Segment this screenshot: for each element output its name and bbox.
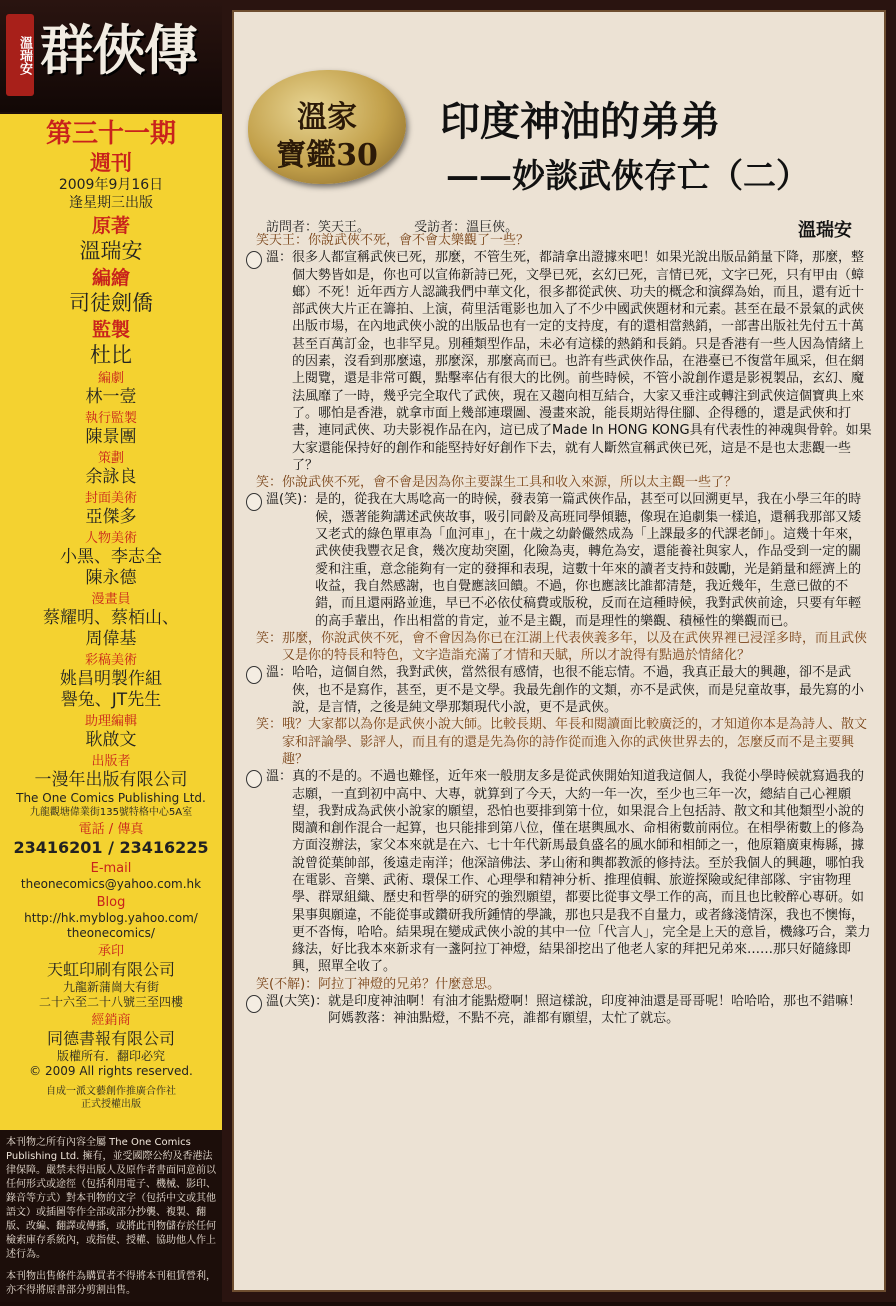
email-label: E-mail <box>90 861 132 876</box>
credit-name: 小黑、李志全 <box>60 547 162 567</box>
speaker-face-icon <box>246 995 262 1013</box>
publisher-english: The One Comics Publishing Ltd. <box>16 791 206 805</box>
interviewer: 訪問者：笑天王。 <box>266 220 371 235</box>
issue-number: 第三十一期 <box>45 119 176 149</box>
distributor-label: 經銷商 <box>91 1013 131 1028</box>
sale-condition-notice: 本刊物出售條件為購買者不得將本刊租賃營利，亦不得將原書部分剪割出售。 <box>6 1271 216 1296</box>
publish-schedule: 逢星期三出版 <box>69 195 153 211</box>
legal-notice <box>6 1136 216 1306</box>
credit-name: 杜比 <box>90 343 132 367</box>
publisher-name: 一漫年出版有限公司 <box>34 770 188 790</box>
article-subtitle: ——妙談武俠存亡（二） <box>446 156 809 195</box>
blog-url-line1[interactable]: http://hk.myblog.yahoo.com/ <box>24 911 198 925</box>
blog-label: Blog <box>96 895 126 910</box>
credit-role: 原著 <box>91 215 130 237</box>
credit-name: 蔡耀明、蔡栢山、 <box>43 608 179 628</box>
badge-line-1: 溫家 <box>297 100 357 135</box>
printer-label: 承印 <box>97 944 124 959</box>
sidebar <box>0 0 222 1302</box>
credit-role: 編繪 <box>91 267 130 289</box>
dialogue-text: 你說武俠不死，會不會是因為你主要謀生工具和收入來源，所以太主觀一些了？ <box>282 475 738 491</box>
phone-label: 電話 / 傳真 <box>78 822 144 837</box>
logo-author-seal: 溫瑞安 <box>6 14 34 96</box>
answer-entry <box>246 768 874 976</box>
speaker-label: 笑： <box>256 630 283 646</box>
credit-role: 人物美術 <box>84 531 137 546</box>
credit-name: 姚昌明製作組 <box>60 669 162 689</box>
question-entry <box>246 976 874 993</box>
credit-name: 司徒劍僑 <box>69 291 153 315</box>
credit-name: 譽兔、JT先生 <box>60 690 162 710</box>
masthead-info <box>0 114 222 1130</box>
publisher-label: 出版者 <box>91 754 131 769</box>
answer-entry <box>246 993 874 1028</box>
speaker-label: 溫(笑)： <box>266 492 316 508</box>
dialogue-text: 哈哈，這個自然，我對武俠，當然很有感情，也很不能忘情。不過，我真正最大的興趣，卻不是武俠，也不是寫作，甚至，更不是文學。我最先創作的文類，亦不是武俠，而是兒童故事，最先寫的小說，是言情，之後是純文學那類現代小說，更不是武俠。 <box>292 665 865 716</box>
question-entry <box>246 630 874 665</box>
credit-name: 陳景團 <box>85 427 137 447</box>
speaker-label: 笑： <box>256 475 283 491</box>
email-address[interactable]: theonecomics@yahoo.com.hk <box>20 877 202 891</box>
printer-address-2: 二十六至二十八號三至四樓 <box>38 995 183 1009</box>
credit-name: 亞傑多 <box>85 507 137 527</box>
speaker-label: 溫： <box>266 250 293 266</box>
speaker-label: 笑(不解)： <box>256 976 319 992</box>
credit-name: 陳永德 <box>85 568 137 588</box>
article-title: 印度神油的弟弟 <box>440 98 720 145</box>
dialogue-text: 你說武俠不死，會不會太樂觀了一些？ <box>308 233 530 248</box>
rights-reserved: 版權所有．翻印必究 <box>56 1049 165 1063</box>
credit-role: 編劇 <box>97 371 124 386</box>
authorization-line2: 正式授權出版 <box>81 1099 141 1110</box>
dialogue-text: 阿拉丁神燈的兄弟？什麼意思。 <box>318 976 501 992</box>
magazine-logo <box>0 0 222 112</box>
answer-entry <box>246 249 874 474</box>
printer-name: 天虹印刷有限公司 <box>46 960 175 979</box>
article-paper <box>232 10 886 1292</box>
question-entry <box>246 716 874 768</box>
credits-list <box>0 214 222 751</box>
credit-role: 封面美術 <box>84 491 137 506</box>
article-author: 溫瑞安 <box>798 220 852 241</box>
dialogue-text: 那麼，你說武俠不死，會不會因為你已在江湖上代表俠義多年，以及在武俠界裡已浸淫多時，而且武俠又是你的特長和特色，文字造詣充滿了才情和天賦，所以才說得有點過於情緒化？ <box>282 630 868 664</box>
dialogue-text: 真的不是的。不過也難怪，近年來一般朋友多是從武俠開始知道我這個人，我從小學時候就寫過我的志願，一直到初中高中、大專，就算到了今天，大約一年一次，至少也三年一次，總結自己心裡願望，我對成為武俠小說家的願望，恐怕也要排到第十位，如果混合上包括詩、散文和其他類型小說的閱讀和創作混合一起算，也只能排到第八位，僅在堪輿風水、命相術數前兩位。在相學術數上的修為方面沒辦法，家父本來就是在六、七十年代新馬最負盛名的風水師和相師之一，他原籍廣東梅縣，據說曾從葉帥部，後遠走南洋；他深諳佛法、茅山術和輿都教派的修持法。至於我個人的興趣，哪怕我在電影、音樂、武術、環保工作、心理學和精神分析、推理偵輯、旅遊探險或紀律部隊、宇宙物理學、群眾組織、歷史和哲學的研究的強烈願望，都要比從事文學工作的高，而且也比較醉心專研。如果事與願違，不能從事或鑽研我所鍾情的學識，那也只是我不自量力，或者緣淺情深，我也不懊悔，更不沓悔，哈哈。結果現在變成武俠小說的其中一位「代言人」，完全是上天的意旨，機緣巧合，業力緣法，好比我本來新求有一盞阿拉丁神燈，結果卻挖出了他老人家的拜把兄弟來……那只好隨緣即興，照單全收了。 <box>292 769 871 975</box>
speaker-label: 溫： <box>266 665 293 681</box>
answer-entry <box>246 491 874 629</box>
question-entry <box>246 474 874 491</box>
question-entry <box>246 232 874 249</box>
badge-line-2: 寶鑑30 <box>276 138 378 173</box>
distributor-name: 同德書報有限公司 <box>46 1029 175 1048</box>
copyright: © 2009 All rights reserved. <box>29 1064 193 1078</box>
answer-entry <box>246 664 874 716</box>
column-badge <box>248 70 406 184</box>
issue-date: 2009年9月16日 <box>58 177 164 193</box>
interview-dialogue <box>246 232 874 1028</box>
credit-name: 林一壹 <box>85 387 137 407</box>
credit-name: 耿啟文 <box>85 730 137 750</box>
credit-role: 監製 <box>91 319 130 341</box>
credit-role: 助理編輯 <box>84 714 137 729</box>
speaker-label: 笑天王： <box>256 233 309 248</box>
logo-title: 群俠傳 <box>40 18 196 82</box>
credit-role: 彩稿美術 <box>84 653 137 668</box>
blog-url-line2[interactable]: theonecomics/ <box>67 926 155 940</box>
credit-role: 漫畫員 <box>91 592 131 607</box>
credit-role: 執行監製 <box>84 411 137 426</box>
speaker-label: 笑： <box>256 717 283 733</box>
speaker-label: 溫(大笑)： <box>266 994 329 1010</box>
publisher-address: 九龍觀塘偉業街135號特格中心5A室 <box>29 807 193 818</box>
phone-number: 23416201 / 23416225 <box>13 838 209 857</box>
credit-role: 策劃 <box>97 451 124 466</box>
weekly-label: 週刊 <box>90 151 132 175</box>
printer-address-1: 九龍新蒲崗大有街 <box>62 980 159 994</box>
dialogue-text: 哦？大家都以為你是武俠小說大師。比較長期、年長和閱讀面比較廣泛的，才知道你本是為詩人、散文家和評論學、影評人，而且有的還是先為你的詩作從而進入你的武俠世界去的，怎麼反而不是主要興趣？ <box>282 717 868 767</box>
dialogue-text: 很多人都宣稱武俠已死，那麼，不管生死，都請拿出證據來吧！如果光說出版品銷量下降，那麼，整個大勢皆如是，你也可以宣佈新詩已死，文學已死，玄幻已死，言情已死，文字已死，只有甲由（蟑螂）不死！近年西方人認識我們中華文化，很多都從武俠、功夫的概念和演繹為始，而且，還有近十部武俠大片正在籌拍、上演，荷里活電影也加入了不少中國武俠題材和元素。甚至在最不景氣的武俠出版市場，在內地武俠小說的出版品也有一定的支持度，有的還相當熱銷，一部書出版社先付五十萬甚至百萬訂金，也非罕見。別種類型作品，未必有這樣的熱銷和長銷。只是香港有一些人因為情緒上的因素，沒看到那麼遠，那麼深，那麼高而已。也許有些武俠作品，在港臺已不復當年風采，但在網上閱覽，還是非常可觀，點擊率佔有很大的比例。前些時候，不管小說創作還是影視製品，玄幻、魔法風靡了一時，幾乎完全取代了武俠，現在又趨向相互結合，大家又垂注或轉注到武俠這個寶典上來了。哪怕是香港，就拿市面上幾部連環圖、漫畫來說，能長期站得住腳、企得穩的，還是武俠和打書，連同武俠、功夫影視作品在內，這已成了Made In HONG KONG具有代表性的神魂與骨幹。如果大家還能保持好的創作和能堅持好好創作下去，就有人斷然宣稱武俠已死，這是不是也太悲觀一些了？ <box>292 250 872 473</box>
authorization-line1: 自成一派文藝創作推廣合作社 <box>46 1086 176 1097</box>
credit-name: 余詠良 <box>85 467 137 487</box>
speaker-label: 溫： <box>266 769 293 785</box>
credit-name: 溫瑞安 <box>79 239 143 263</box>
interviewee: 受訪者：溫巨俠。 <box>414 220 519 235</box>
copyright-notice: 本刊物之所有內容全屬 The One Comics Publishing Ltd. 擁有，並受國際公約及香港法律保障。嚴禁未得出版人及原作者書面同意前以任何形式或途徑（包括利用電子、機械、影印、錄音等方式）對本刊物的文字（包括中文或其他語文）或插圖等作全部或部分抄襲、複製、翻版、改編、翻譯或傳播，或將此刊物儲存於任何檢索庫存系統內，或指使、授權、協助他人作上述行為。 <box>6 1137 216 1260</box>
credit-name: 周偉基 <box>85 629 137 649</box>
dialogue-text: 是的，從我在大馬唸高一的時候，發表第一篇武俠作品，甚至可以回溯更早，我在小學三年的時候，憑著能夠講述武俠故事，吸引同齡及高班同學傾聽，像現在追劇集一樣追，還稱我那部又矮又老式的綠色單車為「血河車」，在十歲之幼齡儼然成為「上課最多的代課老師」。這幾十年來，武俠使我豐衣足食，幾次度劫突圍，化險為夷，轉危為安，還能養社與家人，作品受到一定的關愛和注重，意念能夠有一定的發揮和表現，這數十年來的讀者支持和鼓勵，光是銷量和經濟上的收益，我自然感謝，也自覺應該回饋。不過，你也應該比誰都清楚，我近幾年，生意已做的不錯，而且還兩路並進，早已不必依仗稿費或版稅，反而在這種時候，我對武俠前途，只要有年輕的高手輩出，作出相當的肯定，並不是主觀，而是理性的樂觀、積極性的樂觀而已。 <box>315 492 862 629</box>
dialogue-text: 就是印度神油啊！有油才能點燈啊！照這樣說，印度神油還是哥哥呢！哈哈哈，那也不錯嘛！阿媽教落：神油點燈，不點不亮，誰都有願望，太忙了就忘。 <box>328 994 862 1027</box>
article-area <box>222 0 896 1302</box>
